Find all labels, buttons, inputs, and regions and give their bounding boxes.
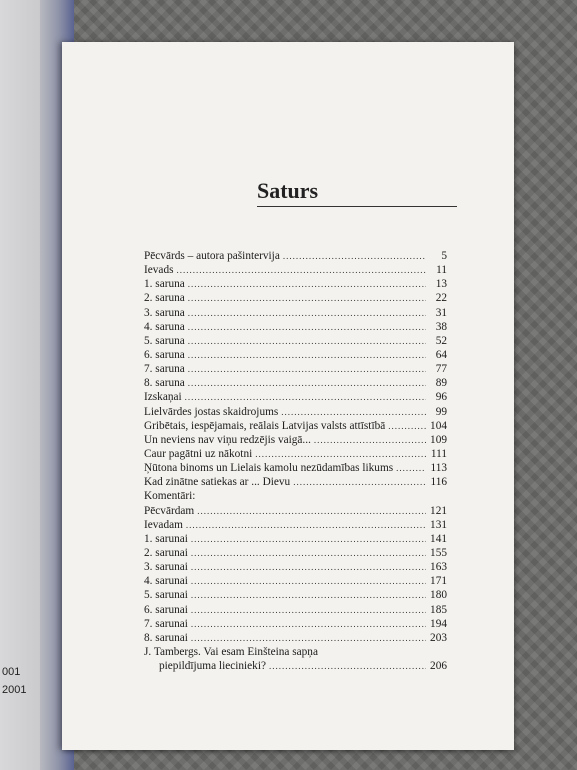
- toc-dot-leader: [197, 506, 426, 516]
- toc-page-number: 89: [435, 377, 447, 390]
- toc-dot-leader: [281, 407, 426, 417]
- toc-page-number: 194: [430, 617, 447, 630]
- toc-page-number: 96: [435, 391, 447, 404]
- toc-page-number: 141: [430, 532, 447, 545]
- toc-page-number: 180: [430, 589, 447, 602]
- toc-entry-title: 8. saruna: [144, 377, 185, 390]
- toc-dot-leader: [191, 605, 426, 615]
- toc-entry: [144, 363, 447, 377]
- toc-dot-leader: [188, 364, 426, 374]
- toc-entry-title: 4. saruna: [144, 320, 185, 333]
- cover-text-line-1: 001: [2, 666, 21, 678]
- toc-page-number: 104: [430, 419, 447, 432]
- toc-page-number: 77: [435, 363, 447, 376]
- toc-dot-leader: [255, 449, 426, 459]
- cover-text-line-2: 2001: [2, 684, 27, 696]
- toc-entry: [144, 391, 447, 405]
- toc-entry-title: 1. saruna: [144, 278, 185, 291]
- book-page: [62, 42, 514, 750]
- toc-entry: [144, 519, 447, 533]
- page-title: Saturs: [257, 178, 319, 203]
- toc-entry-title: J. Tambergs. Vai esam Einšteina sapņa: [144, 645, 318, 658]
- toc-page-number: 64: [435, 348, 447, 361]
- toc-dot-leader: [185, 392, 426, 402]
- toc-entry-title: 4. sarunai: [144, 575, 188, 588]
- toc-entry-title: Ievads: [144, 264, 174, 277]
- toc-entry-title: 5. saruna: [144, 334, 185, 347]
- toc-entry: [144, 250, 447, 264]
- toc-entry: [144, 335, 447, 349]
- toc-page-number: 206: [430, 660, 447, 673]
- toc-entry-title: 3. sarunai: [144, 561, 188, 574]
- toc-entry-title: 7. saruna: [144, 363, 185, 376]
- toc-entry: [144, 462, 447, 476]
- toc-dot-leader: [191, 576, 426, 586]
- toc-dot-leader: [188, 308, 426, 318]
- toc-entry-title: Lielvārdes jostas skaidrojums: [144, 405, 279, 418]
- toc-dot-leader: [191, 590, 426, 600]
- toc-entry: [144, 307, 447, 321]
- toc-entry: [144, 505, 447, 519]
- toc-page-number: 131: [430, 518, 447, 531]
- toc-page-number: 171: [430, 575, 447, 588]
- toc-entry-title: 2. sarunai: [144, 546, 188, 559]
- toc-page-number: 109: [430, 433, 447, 446]
- toc-dot-leader: [188, 336, 426, 346]
- toc-page-number: 121: [430, 504, 447, 517]
- toc-entry: [144, 321, 447, 335]
- toc-entry-title: Pēcvārds – autora pašintervija: [144, 250, 280, 262]
- toc-entry: [144, 434, 447, 448]
- table-of-contents: [144, 250, 447, 674]
- toc-dot-leader: [396, 463, 426, 473]
- toc-entry: [144, 589, 447, 603]
- toc-entry-title: Gribētais, iespējamais, reālais Latvijas valsts attīstībā: [144, 419, 386, 432]
- toc-page-number: 38: [435, 320, 447, 333]
- toc-dot-leader: [191, 562, 426, 572]
- toc-entry: [144, 292, 447, 306]
- toc-dot-leader: [283, 251, 426, 261]
- toc-page-number: 11: [436, 264, 447, 277]
- toc-page-number: 31: [435, 306, 447, 319]
- toc-dot-leader: [388, 421, 426, 431]
- toc-page-number: 116: [430, 476, 447, 489]
- toc-entry: [144, 490, 447, 504]
- toc-page-number: 113: [430, 462, 447, 475]
- toc-page-number: 99: [435, 405, 447, 418]
- toc-dot-leader: [188, 279, 426, 289]
- toc-entry: [144, 646, 447, 660]
- toc-entry-title: Komentāri:: [144, 490, 196, 503]
- toc-entry-title: Kad zinātne satiekas ar ... Dievu: [144, 476, 291, 489]
- toc-page-number: 22: [435, 292, 447, 305]
- toc-entry: [144, 533, 447, 547]
- toc-dot-leader: [314, 435, 426, 445]
- toc-entry-title: Ievadam: [144, 518, 183, 531]
- toc-entry-title: 6. sarunai: [144, 603, 188, 616]
- toc-entry-title: 1. sarunai: [144, 532, 188, 545]
- toc-dot-leader: [191, 633, 426, 643]
- toc-dot-leader: [186, 520, 426, 530]
- toc-page-number: 185: [430, 603, 447, 616]
- toc-dot-leader: [176, 265, 426, 275]
- toc-dot-leader: [188, 378, 426, 388]
- toc-page-number: 155: [430, 546, 447, 559]
- toc-dot-leader: [191, 548, 426, 558]
- toc-page-number: 13: [435, 278, 447, 291]
- toc-entry: [144, 575, 447, 589]
- toc-entry: [144, 420, 447, 434]
- toc-entry: [144, 278, 447, 292]
- toc-entry-title: 2. saruna: [144, 292, 185, 305]
- toc-entry-title: piepildījuma liecinieki?: [159, 660, 266, 673]
- toc-entry: [144, 476, 447, 490]
- toc-entry: [144, 406, 447, 420]
- toc-entry-title: 3. saruna: [144, 306, 185, 319]
- toc-dot-leader: [191, 619, 426, 629]
- toc-entry-title: 7. sarunai: [144, 617, 188, 630]
- toc-dot-leader: [191, 534, 426, 544]
- toc-entry-title: 5. sarunai: [144, 589, 188, 602]
- toc-entry: [144, 547, 447, 561]
- toc-page-number: 163: [430, 561, 447, 574]
- toc-dot-leader: [188, 350, 426, 360]
- toc-dot-leader: [188, 322, 426, 332]
- toc-dot-leader: [293, 477, 426, 487]
- toc-dot-leader: [269, 661, 426, 671]
- title-underline: [257, 206, 457, 207]
- toc-entry: [144, 660, 447, 674]
- toc-page-number: 111: [430, 447, 447, 460]
- toc-entry: [144, 377, 447, 391]
- toc-entry-title: Izskaņai: [144, 391, 182, 404]
- toc-entry-title: 6. saruna: [144, 348, 185, 361]
- toc-entry-title: Un neviens nav viņu redzējis vaigā...: [144, 433, 311, 446]
- toc-entry: [144, 618, 447, 632]
- toc-page-number: 5: [441, 250, 447, 262]
- toc-entry-title: Pēcvārdam: [144, 504, 195, 517]
- toc-entry-title: 8. sarunai: [144, 631, 188, 644]
- toc-dot-leader: [188, 293, 426, 303]
- toc-entry-title: Ņūtona binoms un Lielais kamolu nezūdamības likums: [144, 462, 394, 475]
- toc-entry: [144, 561, 447, 575]
- toc-entry: [144, 604, 447, 618]
- toc-entry-title: Caur pagātni uz nākotni: [144, 447, 253, 460]
- toc-entry: [144, 349, 447, 363]
- toc-page-number: 203: [430, 631, 447, 644]
- toc-page-number: 52: [435, 334, 447, 347]
- toc-entry: [144, 632, 447, 646]
- toc-entry: [144, 448, 447, 462]
- toc-entry: [144, 264, 447, 278]
